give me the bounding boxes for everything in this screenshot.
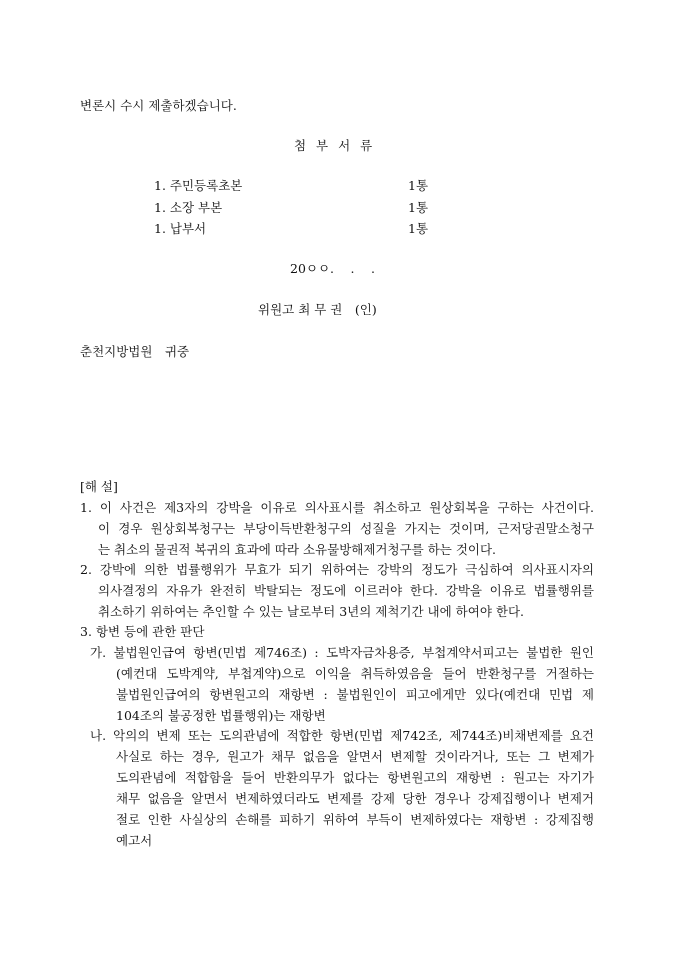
commentary-p2-line: 2. 강박에 의한 법률행위가 무효가 되기 위하여는 강박의 정도가 극심하여 의사표시자의 xyxy=(80,562,594,577)
commentary-p3b-line: 절로 인한 사실상의 손해를 피하기 위하여 부득이 변제하였다는 재항변 : 강제집행 xyxy=(116,812,594,827)
commentary-p1-line: 1. 이 사건은 제3자의 강박을 이유로 의사표시를 취소하고 원상회복을 구하는 사건이다. xyxy=(80,500,594,515)
signature-line: 위원고 최 무 권 (인) xyxy=(258,302,377,317)
attachments-heading: 첨 부 서 류 xyxy=(294,138,376,153)
commentary-p3b-line: 사실로 하는 경우, 원고가 채무 없음을 알면서 변제할 것이라거나, 또는 그 변제가 xyxy=(116,749,594,764)
commentary-heading: [해 설] xyxy=(80,479,118,494)
attachment-item-label: 1. 소장 부본 xyxy=(154,200,223,215)
commentary-p3a-line: 104조의 불공정한 법률행위)는 재항변 xyxy=(116,708,326,723)
attachment-item-label: 1. 주민등록초본 xyxy=(154,178,243,193)
commentary-p1-line: 이 경우 원상회복청구는 부당이득반환청구의 성질을 가지는 것이며, 근저당권말소청구 xyxy=(98,521,594,536)
commentary-p3b-line: 나. 악의의 변제 또는 도의관념에 적합한 항변(민법 제742조, 제744조)비채변제를 요건 xyxy=(90,728,594,743)
commentary-p3b-line: 채무 없음을 알면서 변제하였더라도 변제를 강제 당한 경우나 강제집행이나 변제거 xyxy=(116,791,594,806)
attachment-item-count: 1통 xyxy=(408,178,429,193)
attachment-item-label: 1. 납부서 xyxy=(154,221,207,236)
date-line: 20ㅇㅇ. . . xyxy=(290,261,375,276)
commentary-p1-line: 는 취소의 물권적 복귀의 효과에 따라 소유물방해제거청구를 하는 것이다. xyxy=(98,542,497,557)
court-line: 춘천지방법원 귀중 xyxy=(80,344,190,359)
commentary-p2-line: 의사결정의 자유가 완전히 박탈되는 정도에 이르러야 한다. 강박을 이유로 법률행위를 xyxy=(98,583,594,598)
intro-line: 변론시 수시 제출하겠습니다. xyxy=(80,98,237,113)
commentary-p3b-line: 예고서 xyxy=(116,833,153,848)
commentary-p2-line: 취소하기 위하여는 추인할 수 있는 날로부터 3년의 제척기간 내에 하여야 한다. xyxy=(98,604,524,619)
attachment-item-count: 1통 xyxy=(408,221,429,236)
attachment-item-count: 1통 xyxy=(408,200,429,215)
commentary-p3a-line: 불법원인급여의 항변원고의 재항변 : 불법원인이 피고에게만 있다(예컨대 민법 제 xyxy=(116,687,594,702)
commentary-p3b-line: 도의관념에 적합함을 들어 반환의무가 없다는 항변원고의 재항변 : 원고는 자기가 xyxy=(116,770,594,785)
commentary-p3a-line: (예컨대 도박계약, 부첩계약)으로 이익을 취득하였음을 들어 반환청구를 거절하는 xyxy=(116,666,594,681)
commentary-p3-heading: 3. 항변 등에 관한 판단 xyxy=(80,624,205,639)
commentary-p3a-line: 가. 불법원인급여 항변(민법 제746조) : 도박자금차용증, 부첩계약서피고는 불법한 원인 xyxy=(90,645,594,660)
